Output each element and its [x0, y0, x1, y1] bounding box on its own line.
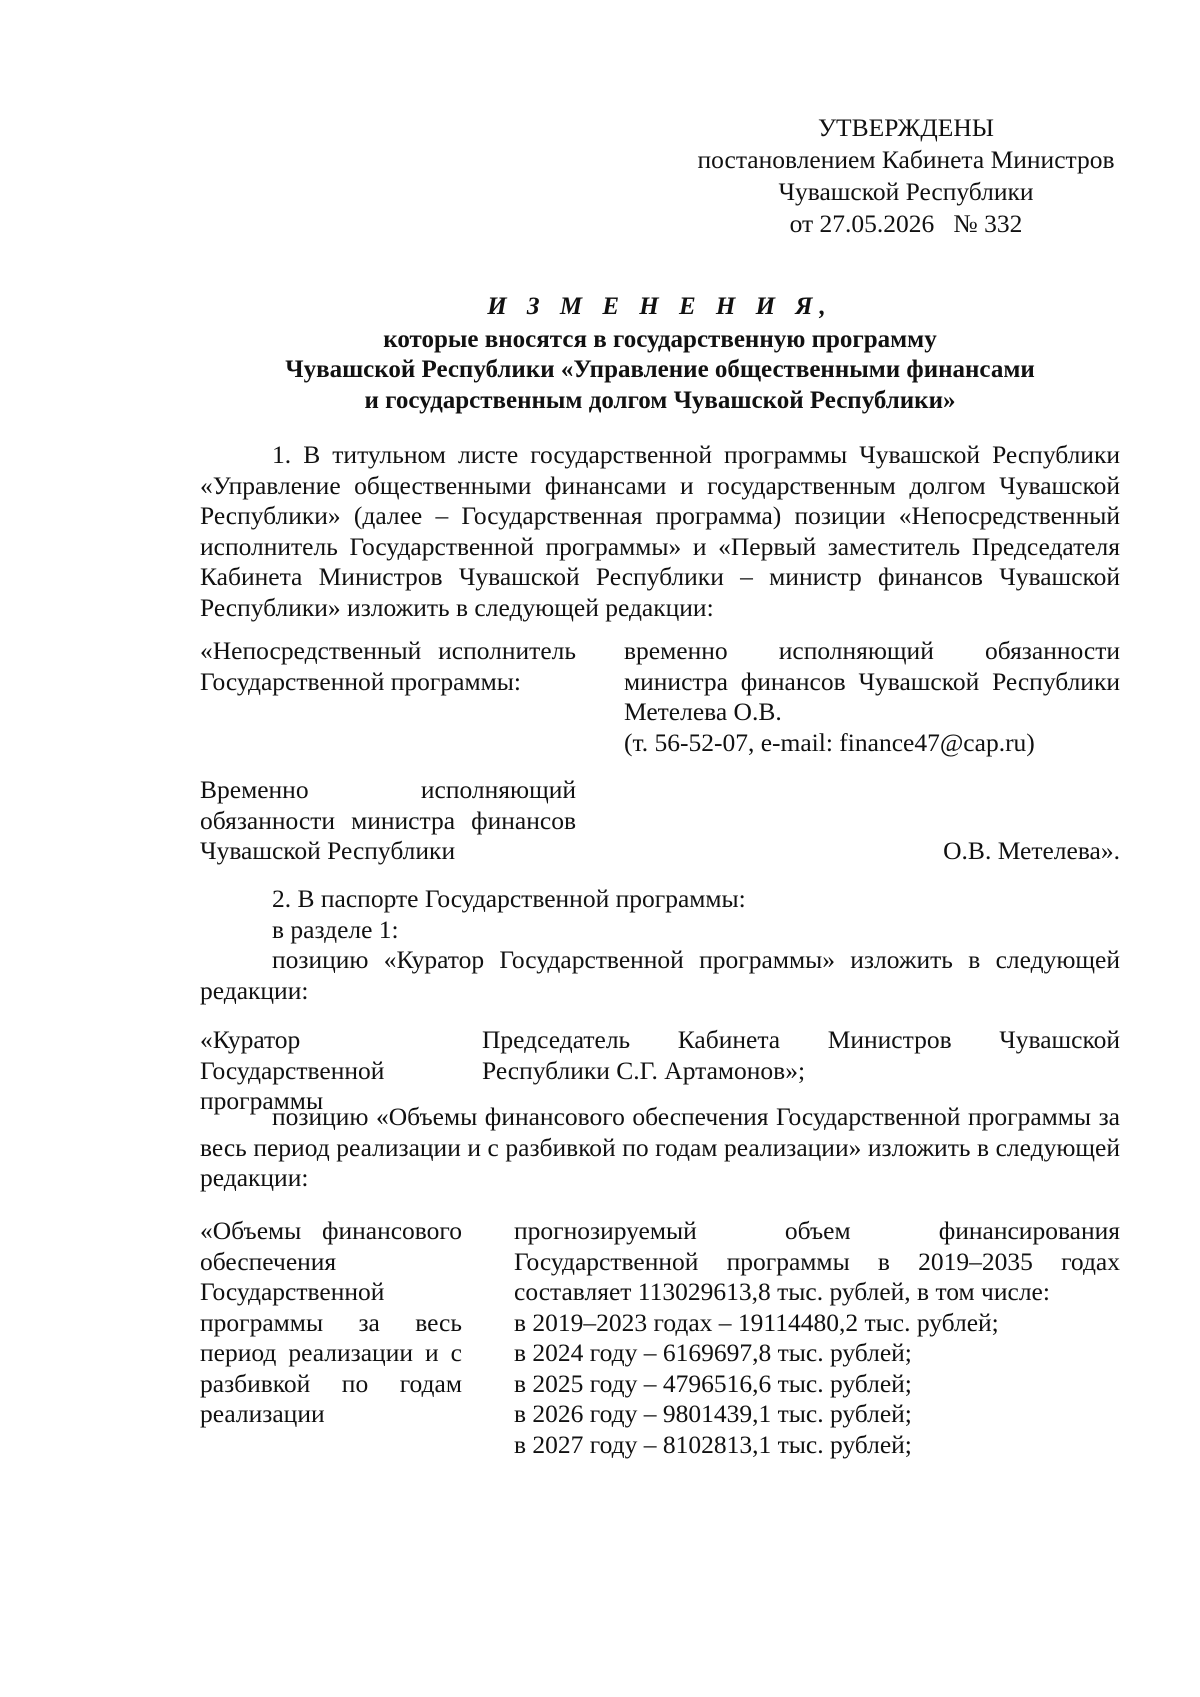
title-line: Чувашской Республики «Управление общественными финансами [285, 356, 1035, 383]
volumes-intro: позицию «Объемы финансового обеспечения Государственной программы за весь период реализации и с разбивкой по годам реализации» изложить в следующей редакции: [200, 1102, 1120, 1192]
executor-value: временно исполняющий обязанности министра финансов Чувашской Республики Метелева О.В. [624, 636, 1120, 726]
executor-label: «Непосредственный исполнитель Государственной программы: [200, 636, 576, 696]
signatory-name: О.В. Метелева». [943, 836, 1120, 865]
section-2-sub: в разделе 1: [272, 914, 399, 944]
title-line: и государственным долгом Чувашской Республики» [364, 386, 956, 414]
volumes-value-block [514, 1216, 1120, 1460]
signatory-label: Временно исполняющий обязанности министра финансов Чувашской Республики [200, 775, 576, 865]
curator-intro: позицию «Куратор Государственной программы» изложить в следующей редакции: [200, 945, 1120, 1005]
curator-label: «Куратор Государственной программы [200, 1025, 385, 1115]
section-2-intro: 2. В паспорте Государственной программы: [272, 884, 746, 913]
title-main: И З М Е Н Е Н И Я, [487, 293, 833, 320]
document-title [200, 292, 1120, 416]
section-2 [200, 884, 1120, 1006]
approval-line: постановлением Кабинета Министров [697, 145, 1115, 174]
executor-value-block [624, 636, 1120, 758]
volumes-year-line: в 2026 году – 9801439,1 тыс. рублей; [514, 1399, 912, 1428]
approval-date-number: от 27.05.2026 № 332 [789, 209, 1023, 238]
title-line: которые вносятся в государственную программу [383, 325, 937, 353]
approval-block [676, 112, 1136, 240]
executor-contact: (т. 56-52-07, e-mail: finance47@cap.ru) [624, 727, 1035, 757]
volumes-year-line: в 2027 году – 8102813,1 тыс. рублей; [514, 1429, 912, 1459]
curator-value: Председатель Кабинета Министров Чувашской Республики С.Г. Артамонов»; [482, 1025, 1120, 1085]
executor-row [200, 636, 1120, 756]
volumes-row [200, 1216, 1120, 1459]
volumes-value: прогнозируемый объем финансирования Государственной программы в 2019–2035 годах составляет 113029613,8 тыс. рублей, в том числе: [514, 1216, 1120, 1306]
volumes-label: «Объемы финансового обеспечения Государственной программы за весь период реализации и с разбивкой по годам реализации [200, 1216, 462, 1428]
volumes-year-line: в 2019–2023 годах – 19114480,2 тыс. рублей; [514, 1307, 999, 1337]
approval-line: Чувашской Республики [778, 177, 1034, 206]
volumes-year-line: в 2024 году – 6169697,8 тыс. рублей; [514, 1338, 912, 1367]
volumes-year-line: в 2025 году – 4796516,6 тыс. рублей; [514, 1368, 912, 1398]
signatory-row [200, 775, 1120, 870]
curator-row [200, 1025, 1120, 1115]
section-1-paragraph: 1. В титульном листе государственной программы Чувашской Республики «Управление общественными финансами и государственным долгом Чувашской Республики» (далее – Государственная программа) позиции «Непосредственный исполнитель Государственной программы» и «Первый заместитель Председателя Кабинета Министров Чувашской Республики – министр финансов Чувашской Республики» изложить в следующей редакции: [200, 440, 1120, 622]
approval-heading: УТВЕРЖДЕНЫ [818, 113, 994, 142]
